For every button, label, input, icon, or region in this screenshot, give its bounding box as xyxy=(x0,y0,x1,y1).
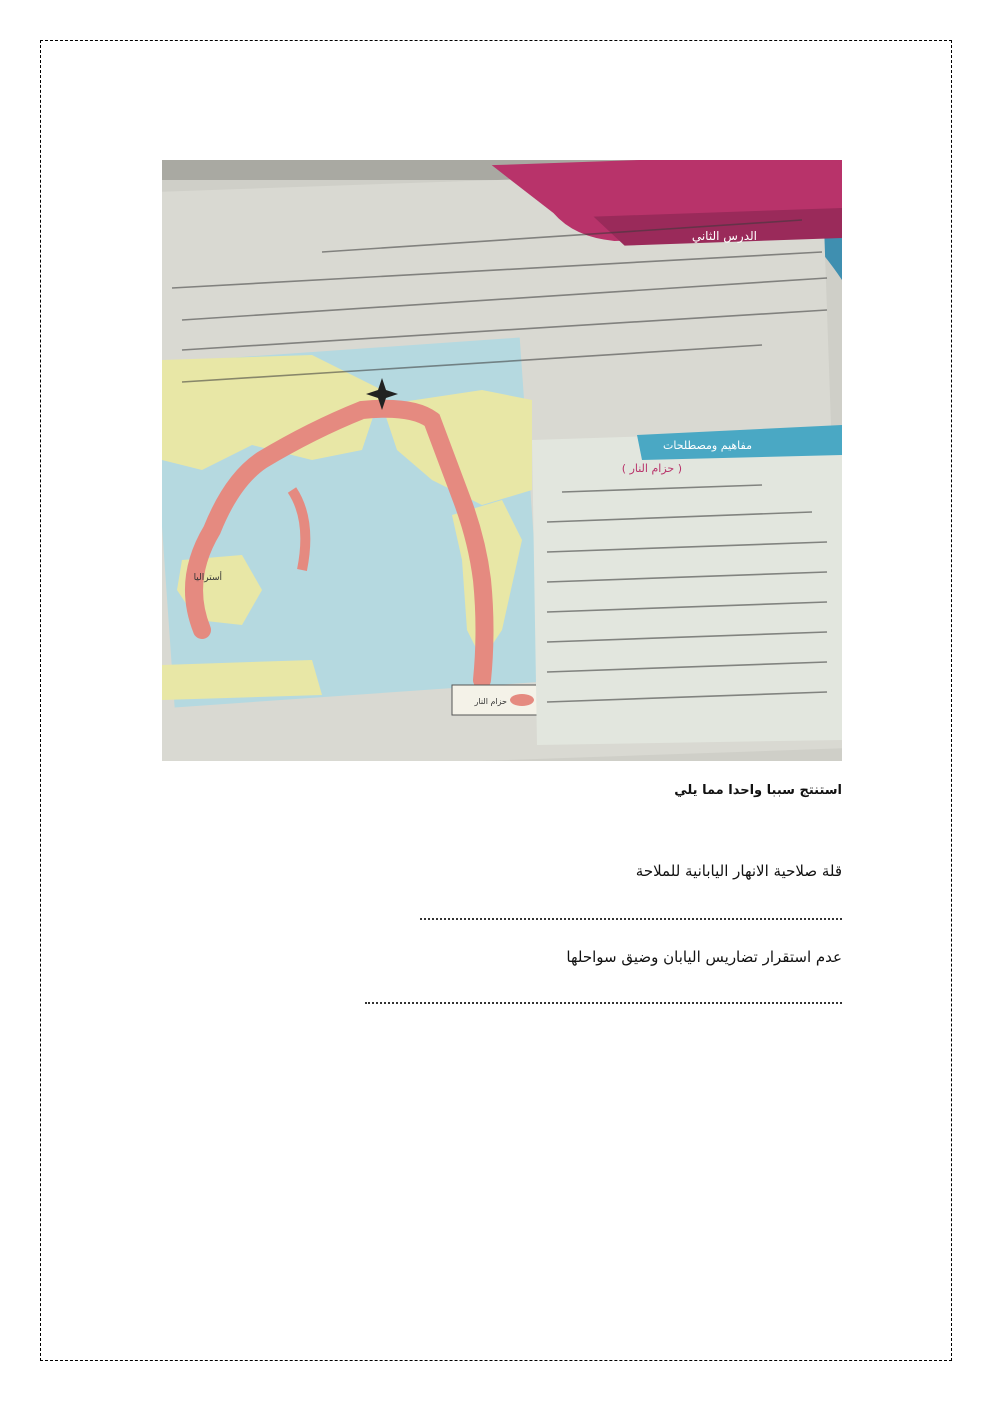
answer-1: قلة صلاحية الانهار اليابانية للملاحة xyxy=(635,862,842,880)
answer-line-1[interactable] xyxy=(420,918,842,920)
ring-of-fire-map xyxy=(162,338,544,715)
concept-title: ( حزام النار ) xyxy=(621,462,682,475)
map-label-australia: أستراليا xyxy=(193,573,222,583)
concepts-banner: مفاهيم ومصطلحات xyxy=(663,439,752,452)
lesson-title: الدرس الثاني xyxy=(691,229,757,243)
instruction-text: استنتج سببا واحدا مما يلي xyxy=(674,783,842,798)
map-legend-label: حزام النار xyxy=(474,697,507,706)
textbook-photo xyxy=(162,160,842,761)
answer-2: عدم استقرار تضاريس اليابان وضيق سواحلها xyxy=(566,948,842,966)
answer-line-2[interactable] xyxy=(365,1002,842,1004)
